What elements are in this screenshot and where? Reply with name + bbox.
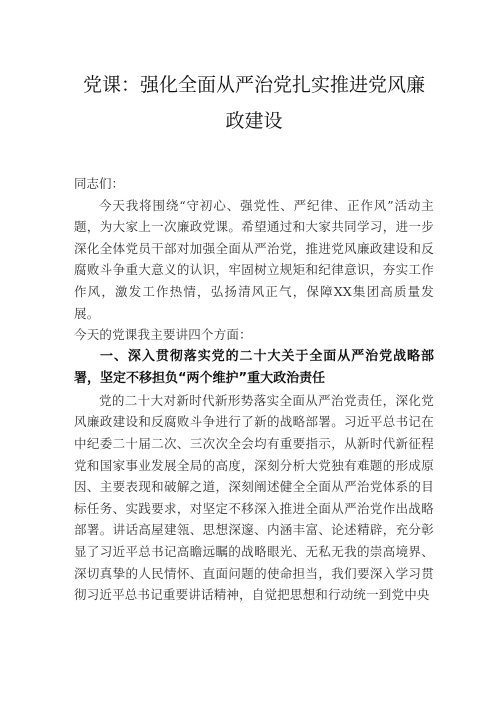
section-1-heading: 一、深入贯彻落实党的二十大关于全面从严治党战略部署，坚定不移担负“两个维护”重大政治责任 <box>74 348 434 386</box>
document-title-line-2: 政建设 <box>225 110 283 132</box>
intro-paragraph: 今天我将围绕“守初心、强党性、严纪律、正作风”活动主题，为大家上一次廉政党课。希望通过和大家共同学习，进一步深化全体党员干部对加强全面从严治党，推进党风廉政建设和反腐败斗争重大意义的认识，牢固树立规矩和纪律意识，夯实工作作风，激发工作热情，弘扬清风正气，保障XX集团高质量发展。 <box>74 197 434 321</box>
section-1-paragraph: 党的二十大对新时代新形势落实全面从严治党责任，深化党风廉政建设和反腐败斗争进行了新的战略部署。习近平总书记在中纪委二十届二次、三次次全会均有重要指示，从新时代新征程党和国家事业发展全局的高度，深刻分析大党独有难题的形成原因、主要表现和破解之道，深刻阐述健全全面从严治党体系的目标任务、实践要求，对坚定不移深入推进全面从严治党作出战略部署。讲话高屋建瓴、思想深邃、内涵丰富、论述精辟，充分彰显了习近平总书记高瞻远瞩的战略眼光、无私无我的崇高境界、深切真挚的人民情怀、直面问题的使命担当，我们要深入学习贯彻习近平总书记重要讲话精神，自觉把思想和行动统一到党中央 <box>74 392 434 603</box>
document-title-line-1: 党课：强化全面从严治党扎实推进党风廉 <box>82 74 425 96</box>
outline-line: 今天的党课我主要讲四个方面： <box>74 327 252 343</box>
salutation: 同志们： <box>74 176 125 191</box>
